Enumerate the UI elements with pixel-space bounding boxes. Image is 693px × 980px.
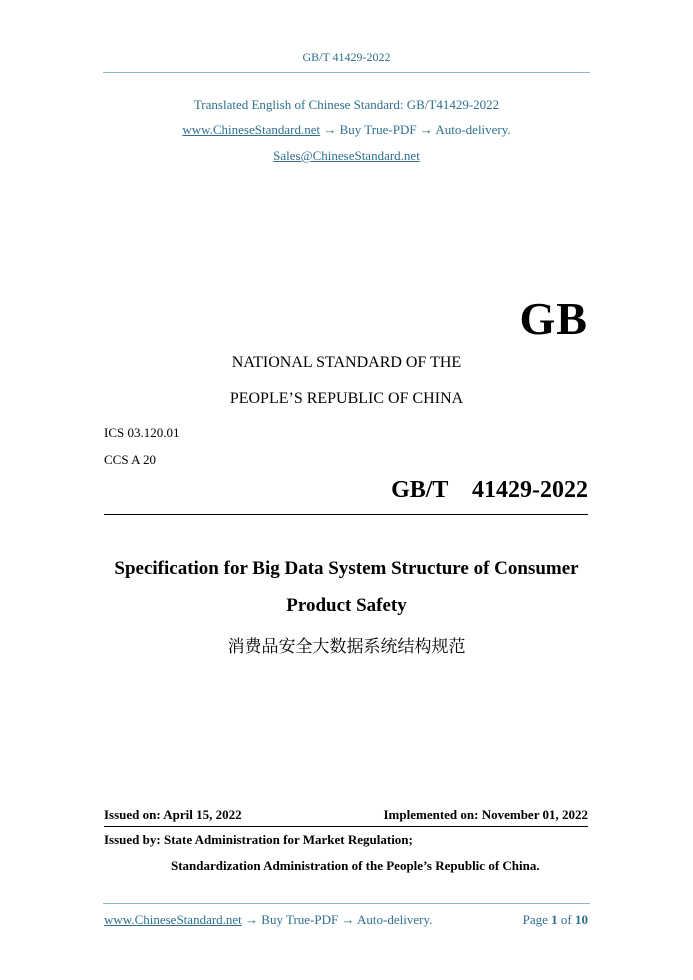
title-chinese: 消费品安全大数据系统结构规范 [227, 637, 466, 657]
ics-code: ICS 03.120.01 [104, 425, 180, 440]
footer-site-link[interactable]: www.ChineseStandard.net [104, 912, 242, 927]
header-divider [103, 72, 590, 73]
purchase-text: → Buy True-PDF → Auto-delivery. [320, 122, 511, 137]
purchase-links-line [0, 122, 693, 138]
issued-rule [104, 826, 588, 827]
translation-notice: Translated English of Chinese Standard: GB/T41429-2022 [193, 97, 500, 112]
standard-number-rule [104, 514, 588, 515]
sales-line [0, 148, 693, 164]
footer-links [104, 912, 432, 928]
implemented-on-date: Implemented on: November 01, 2022 [383, 807, 588, 822]
of-label: of [560, 912, 572, 927]
site-link[interactable]: www.ChineseStandard.net [182, 122, 321, 137]
title-english-line-1: Specification for Big Data System Structure of Consumer [114, 558, 579, 579]
page-label: Page [522, 912, 548, 927]
issued-by-line-2: Standardization Administration of the People’s Republic of China. [171, 858, 540, 873]
issued-on-date: Issued on: April 15, 2022 [104, 807, 242, 822]
gb-logo: GB [519, 293, 588, 344]
page-total: 10 [575, 912, 588, 927]
standard-number: GB/T 41429-2022 [391, 477, 588, 503]
issued-by-line-1: Issued by: State Administration for Market Regulation; [104, 832, 413, 847]
national-standard-line-2: PEOPLE’S REPUBLIC OF CHINA [229, 390, 464, 407]
page-number: 1 [551, 912, 558, 927]
footer-purchase-text: → Buy True-PDF → Auto-delivery. [241, 912, 433, 927]
footer-divider [103, 903, 590, 904]
ccs-code: CCS A 20 [104, 452, 157, 467]
running-header: GB/T 41429-2022 [302, 50, 391, 64]
national-standard-line-1: NATIONAL STANDARD OF THE [231, 354, 462, 371]
title-english-line-2: Product Safety [286, 595, 407, 616]
sales-email-link[interactable]: Sales@ChineseStandard.net [273, 148, 420, 163]
page-indicator [523, 912, 588, 928]
